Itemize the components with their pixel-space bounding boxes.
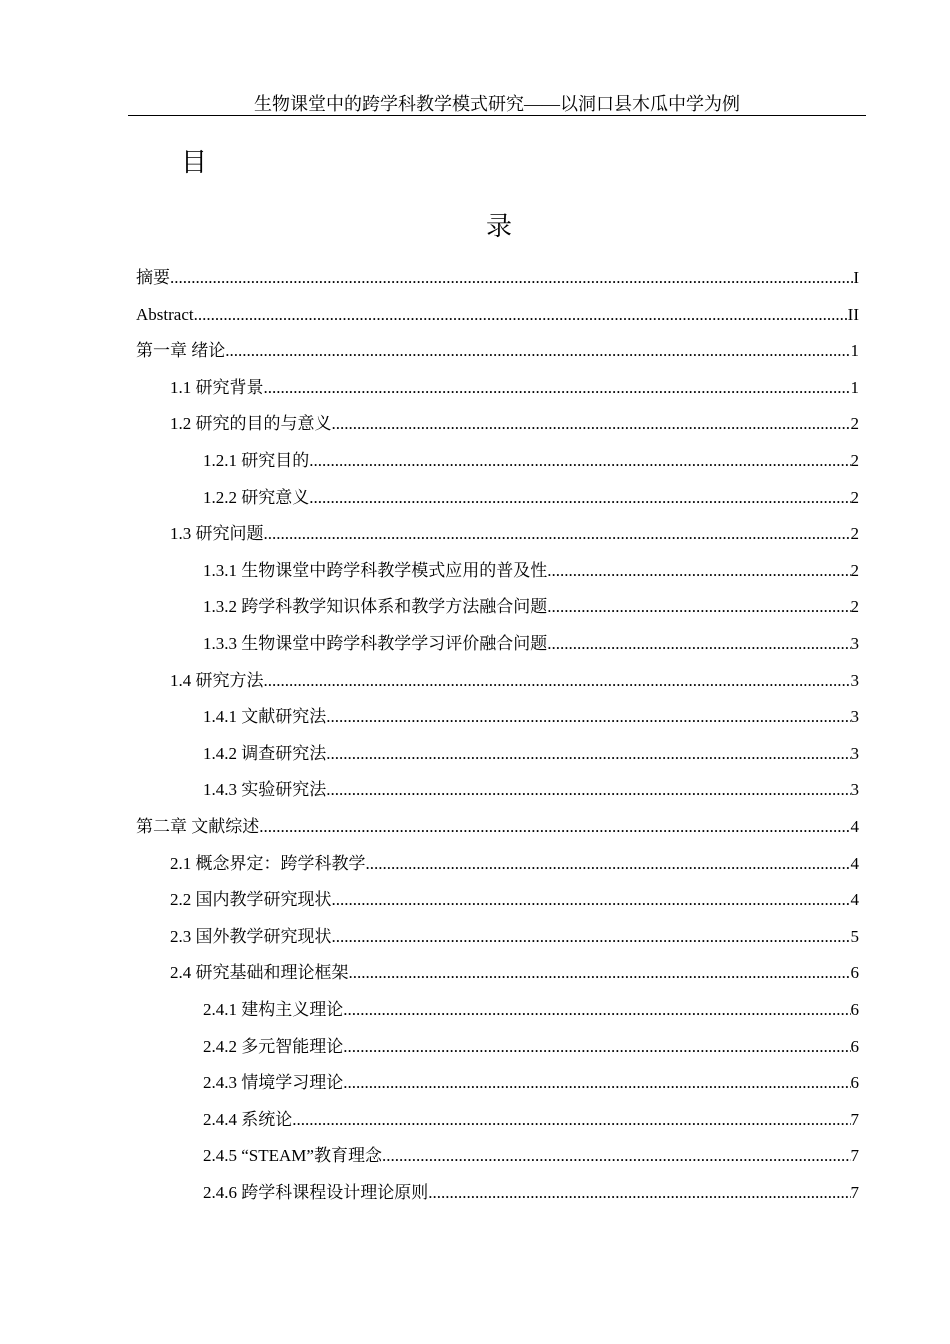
toc-dot-leader — [332, 888, 851, 912]
toc-dot-leader — [170, 266, 853, 290]
toc-dot-leader — [343, 1035, 850, 1059]
toc-entry-page-number: 4 — [850, 853, 859, 873]
page-header: 生物课堂中的跨学科教学模式研究——以洞口县木瓜中学为例 — [254, 94, 740, 114]
toc-dot-leader — [326, 778, 850, 802]
toc-dot-leader — [194, 303, 848, 327]
toc-entry-label: 1.4.2 调查研究法 — [203, 743, 327, 763]
toc-entry[interactable] — [203, 998, 859, 1022]
toc-entry-page-number: 2 — [850, 414, 859, 434]
toc-entry[interactable] — [170, 376, 859, 400]
toc-entry-page-number: 2 — [850, 524, 859, 544]
toc-entry[interactable] — [203, 1035, 859, 1059]
toc-entry-page-number: 3 — [850, 670, 859, 690]
toc-entry[interactable] — [203, 559, 859, 583]
toc-entry-label: 2.4.1 建构主义理论 — [203, 1000, 344, 1019]
toc-entry-label: 2.4.2 多元智能理论 — [203, 1036, 344, 1056]
toc-entry-label: 2.4.6 跨学科课程设计理论原则 — [203, 1183, 429, 1202]
toc-entry[interactable] — [203, 742, 859, 766]
toc-entry-page-number: I — [853, 268, 859, 287]
toc-entry-page-number: 3 — [850, 780, 859, 800]
toc-entry-label: 1.3.2 跨学科教学知识体系和教学方法融合问题 — [203, 597, 548, 617]
toc-dot-leader — [349, 961, 851, 985]
toc-entry-label: 1.2.2 研究意义 — [203, 487, 310, 507]
toc-title-part-2: 录 — [486, 212, 513, 242]
toc-entry-page-number: 3 — [850, 634, 859, 653]
toc-entry-page-number: 1 — [850, 341, 859, 361]
toc-entry[interactable] — [203, 632, 859, 656]
toc-title-part-1: 目 — [181, 148, 208, 178]
toc-entry-label: 2.1 概念界定：跨学科教学 — [170, 853, 366, 873]
toc-entry-label: 第一章 绪论 — [136, 341, 226, 361]
toc-entry-page-number: 2 — [850, 451, 859, 470]
toc-entry[interactable] — [136, 815, 859, 839]
toc-entry[interactable] — [203, 1144, 859, 1168]
toc-dot-leader — [225, 339, 850, 363]
toc-entry[interactable] — [203, 705, 859, 729]
toc-entry-page-number: 6 — [850, 1036, 859, 1056]
toc-entry-label: 1.3.3 生物课堂中跨学科教学学习评价融合问题 — [203, 634, 548, 653]
toc-entry[interactable] — [170, 852, 859, 876]
toc-entry-page-number: 3 — [850, 707, 859, 727]
toc-entry-page-number: 4 — [850, 890, 859, 910]
toc-entry-label: Abstract — [136, 304, 194, 324]
toc-dot-leader — [326, 742, 850, 766]
toc-entry[interactable] — [136, 339, 859, 363]
toc-entry-label: 2.4.4 系统论 — [203, 1109, 293, 1129]
toc-dot-leader — [264, 376, 851, 400]
toc-entry[interactable] — [170, 925, 859, 949]
toc-dot-leader — [332, 925, 851, 949]
toc-entry[interactable] — [203, 778, 859, 802]
toc-entry[interactable] — [170, 888, 859, 912]
toc-entry[interactable] — [203, 1181, 859, 1205]
toc-entry[interactable] — [170, 412, 859, 436]
toc-entry-page-number: 5 — [850, 926, 859, 946]
toc-entry[interactable] — [203, 1071, 859, 1095]
toc-dot-leader — [547, 595, 850, 619]
toc-dot-leader — [309, 486, 850, 510]
toc-dot-leader — [547, 559, 850, 583]
toc-dot-leader — [343, 1071, 850, 1095]
toc-entry-page-number: 2 — [850, 560, 859, 580]
toc-entry-label: 摘要 — [136, 268, 170, 287]
toc-dot-leader — [309, 449, 850, 473]
toc-entry[interactable] — [203, 486, 859, 510]
toc-entry-page-number: 4 — [850, 817, 859, 836]
toc-entry-label: 2.4.5 “STEAM”教育理念 — [203, 1146, 382, 1166]
toc-dot-leader — [264, 522, 851, 546]
toc-entry[interactable] — [136, 303, 859, 327]
toc-entry-label: 2.4 研究基础和理论框架 — [170, 963, 349, 983]
toc-entry-page-number: 2 — [850, 597, 859, 617]
toc-dot-leader — [326, 705, 850, 729]
toc-dot-leader — [343, 998, 850, 1022]
toc-entry[interactable] — [170, 522, 859, 546]
toc-entry-page-number: 7 — [850, 1146, 859, 1166]
toc-entry[interactable] — [170, 961, 859, 985]
toc-entry-page-number: 1 — [850, 377, 859, 397]
toc-entry-label: 2.4.3 情境学习理论 — [203, 1073, 344, 1093]
toc-entry[interactable] — [203, 449, 859, 473]
toc-dot-leader — [428, 1181, 850, 1205]
toc-dot-leader — [292, 1108, 850, 1132]
toc-entry-label: 1.4.3 实验研究法 — [203, 780, 327, 800]
toc-dot-leader — [264, 669, 851, 693]
toc-dot-leader — [259, 815, 850, 839]
toc-entry-page-number: 2 — [850, 487, 859, 507]
toc-entry[interactable] — [136, 266, 859, 290]
toc-entry-page-number: 7 — [850, 1109, 859, 1129]
toc-dot-leader — [382, 1144, 851, 1168]
toc-entry-label: 1.2.1 研究目的 — [203, 451, 310, 470]
toc-entry-page-number: 6 — [850, 963, 859, 983]
toc-dot-leader — [547, 632, 850, 656]
toc-entry-label: 1.4 研究方法 — [170, 670, 264, 690]
toc-entry-label: 1.1 研究背景 — [170, 377, 264, 397]
toc-entry-label: 1.3.1 生物课堂中跨学科教学模式应用的普及性 — [203, 560, 548, 580]
header-rule — [128, 115, 866, 116]
toc-entry-label: 2.3 国外教学研究现状 — [170, 926, 332, 946]
toc-dot-leader — [332, 412, 851, 436]
toc-entry-label: 第二章 文献综述 — [136, 817, 260, 836]
toc-dot-leader — [366, 852, 851, 876]
toc-entry-label: 2.2 国内教学研究现状 — [170, 890, 332, 910]
toc-entry-page-number: 7 — [850, 1183, 859, 1202]
toc-entry-page-number: 6 — [850, 1073, 859, 1093]
toc-entry[interactable] — [203, 595, 859, 619]
toc-entry-page-number: 3 — [850, 743, 859, 763]
toc-entry-label: 1.4.1 文献研究法 — [203, 707, 327, 727]
toc-entry-label: 1.2 研究的目的与意义 — [170, 414, 332, 434]
toc-entry-page-number: II — [847, 304, 859, 324]
toc-entry[interactable] — [203, 1108, 859, 1132]
toc-entry-label: 1.3 研究问题 — [170, 524, 264, 544]
toc-entry-page-number: 6 — [850, 1000, 859, 1019]
toc-entry[interactable] — [170, 669, 859, 693]
